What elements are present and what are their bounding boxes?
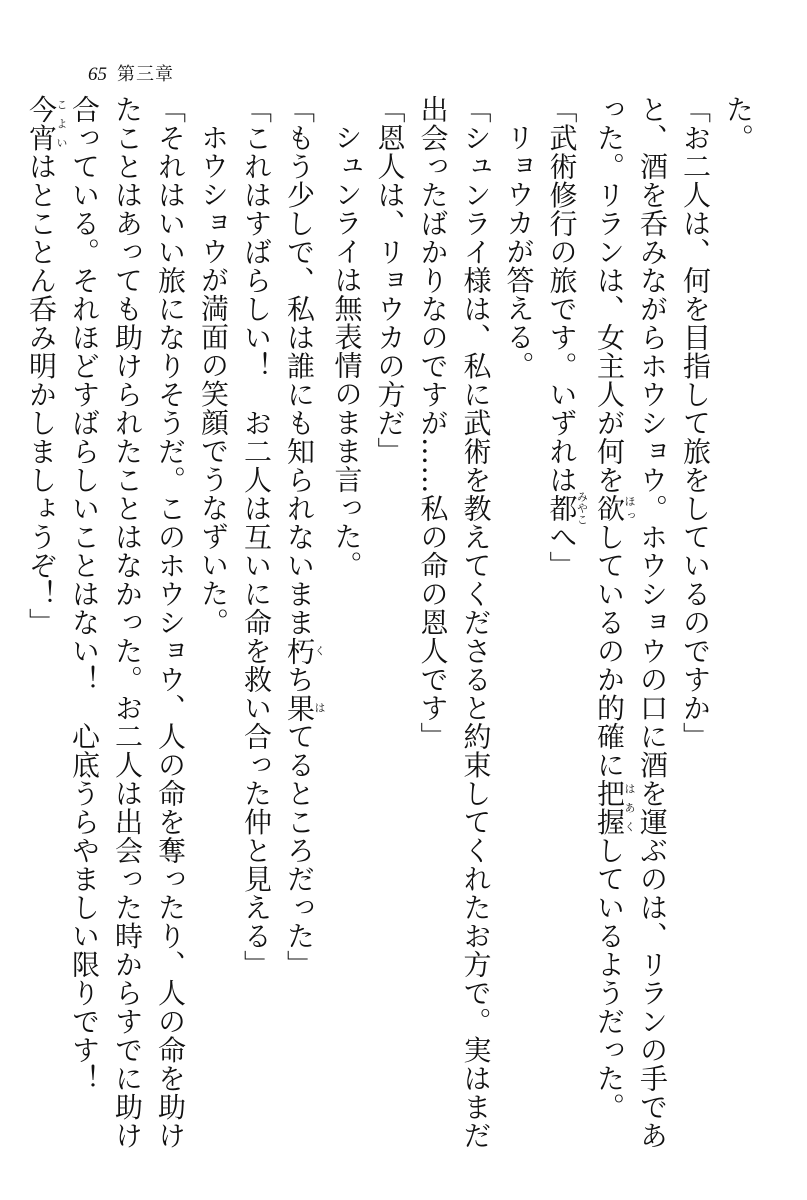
paragraph: と、酒を呑みながらホウショウ。ホウショウの口に酒を運ぶのは、リランの手であった。リランは、女主人が何を欲ほっしているのか的確に把握はあくしているようだった。 [593, 95, 669, 1150]
paragraph: 「これはすばらしい！ お二人は互いに命を救い合った仲と見える」 [240, 95, 273, 979]
paragraph: 「恩人は、リョウカの方だ」 [373, 95, 407, 466]
paragraph: ホウショウが満面の笑顔でうなずいた。 [197, 123, 230, 636]
paragraph: 「お二人は、何を目指して旅をしているのですか」 [679, 95, 712, 751]
chapter-title: 第三章 [117, 64, 174, 85]
page-header [88, 60, 174, 84]
paragraph: 「シュンライ様は、私に武術を教えてくださると約束してくれたお方で。実はまだ出会ったばかりなのですが……私の命の恩人です」 [416, 95, 493, 1150]
paragraph: 「武術修行の旅です。いずれは都みやこへ」 [545, 95, 589, 580]
vertical-text-body [25, 95, 760, 1160]
page-number: 65 [88, 64, 107, 85]
paragraph: シュンライは無表情のまま言った。 [330, 123, 364, 579]
paragraph: 「それはいい旅になりそうだ。このホウショウ、人の命を奪ったり、人の命を助けたことはあっても助けられたことはなかった。お二人は出会った時からすでに助け合っている。それほどすばらしいことはない！ 心底うらやましい限りです！ 今宵こよいはとことん呑み明かしましょうぞ！」 [25, 95, 187, 1150]
paragraph: リョウカが答える。 [502, 123, 536, 380]
paragraph: 「もう少しで、私は誰にも知られないまま朽くち果はてるところだった」 [283, 95, 326, 979]
paragraph: た。 [722, 95, 755, 152]
